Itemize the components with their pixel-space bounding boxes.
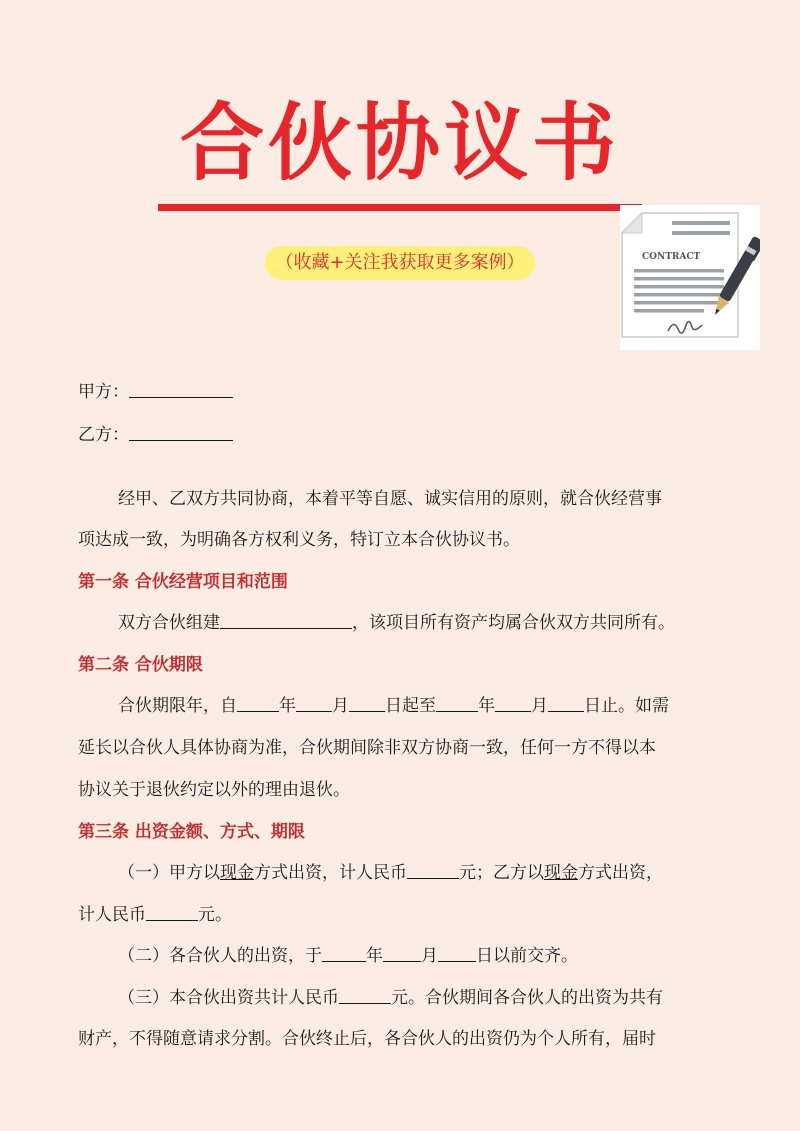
end-month-blank[interactable] — [495, 695, 531, 712]
term-text: 合伙期限年，自 — [118, 696, 237, 716]
day-end-label: 日止。如需 — [584, 696, 669, 716]
item-2-month: 月 — [421, 946, 438, 966]
contract-label: CONTRACT — [642, 252, 701, 262]
start-year-blank[interactable] — [237, 695, 279, 712]
year-label-2: 年 — [478, 696, 495, 716]
end-year-blank[interactable] — [436, 695, 478, 712]
item-1-line-2-text-a: 计人民币 — [78, 905, 146, 925]
title-underline — [158, 204, 642, 211]
project-name-blank[interactable] — [220, 612, 352, 629]
article-3-item-1 — [118, 862, 663, 884]
cash-method-a: 现金 — [220, 863, 254, 883]
end-day-blank[interactable] — [548, 695, 584, 712]
article-3-heading: 第三条 出资金额、方式、期限 — [78, 822, 305, 842]
item-1-text-c: 元；乙方以 — [459, 863, 544, 883]
start-day-blank[interactable] — [349, 695, 385, 712]
article-2-line-2: 延长以合伙人具体协商为准，合伙期间除非双方协商一致，任何一方不得以本 — [78, 738, 656, 758]
month-label-2: 月 — [531, 696, 548, 716]
item-2-day: 日以前交齐。 — [476, 946, 578, 966]
start-month-blank[interactable] — [296, 695, 332, 712]
month-label: 月 — [332, 696, 349, 716]
year-label: 年 — [279, 696, 296, 716]
party-b-amount-blank[interactable] — [146, 904, 198, 921]
subtitle-banner: （收藏+关注我获取更多案例） — [265, 246, 535, 280]
total-amount-blank[interactable] — [339, 987, 391, 1004]
item-1-text-a: （一）甲方以 — [118, 863, 220, 883]
article-3-item-3 — [118, 987, 663, 1009]
intro-line-1: 经甲、乙双方共同协商，本着平等自愿、诚实信用的原则，就合伙经营事 — [118, 489, 662, 509]
article-2-heading: 第二条 合伙期限 — [78, 655, 203, 675]
deadline-day-blank[interactable] — [438, 945, 476, 962]
item-1-text-d: 方式出资， — [578, 863, 663, 883]
article-1-text-b: ，该项目所有资产均属合伙双方共同所有。 — [352, 613, 675, 633]
item-1-text-b: 方式出资，计人民币 — [254, 863, 407, 883]
article-1-paragraph — [118, 612, 675, 634]
item-2-text-a: （二）各合伙人的出资，于 — [118, 946, 322, 966]
article-2-line-3: 协议关于退伙约定以外的理由退伙。 — [78, 780, 350, 800]
deadline-month-blank[interactable] — [383, 945, 421, 962]
party-a-amount-blank[interactable] — [407, 862, 459, 879]
cash-method-b: 现金 — [544, 863, 578, 883]
party-a-label: 甲方： — [78, 382, 129, 402]
article-2-line-1 — [118, 695, 669, 717]
article-3-item-1-line-2 — [78, 904, 232, 926]
party-b-line — [78, 424, 233, 446]
document-title: 合伙协议书 — [179, 94, 620, 192]
party-b-blank[interactable] — [129, 424, 233, 441]
item-2-year: 年 — [366, 946, 383, 966]
item-3-text-b: 元。合伙期间各合伙人的出资为共有 — [391, 988, 663, 1008]
article-1-heading: 第一条 合伙经营项目和范围 — [78, 572, 288, 592]
party-a-line — [78, 381, 233, 403]
intro-line-2: 项达成一致，为明确各方权利义务，特订立本合伙协议书。 — [78, 530, 520, 550]
party-a-blank[interactable] — [129, 381, 233, 398]
contract-icon — [620, 205, 760, 350]
article-3-item-3-line-2: 财产，不得随意请求分割。合伙终止后，各合伙人的出资仍为个人所有，届时 — [78, 1029, 656, 1049]
article-3-item-2 — [118, 945, 578, 967]
article-1-text-a: 双方合伙组建 — [118, 613, 220, 633]
deadline-year-blank[interactable] — [322, 945, 366, 962]
day-from-label: 日起至 — [385, 696, 436, 716]
item-3-text-a: （三）本合伙出资共计人民币 — [118, 988, 339, 1008]
party-b-label: 乙方： — [78, 425, 129, 445]
item-1-line-2-text-b: 元。 — [198, 905, 232, 925]
